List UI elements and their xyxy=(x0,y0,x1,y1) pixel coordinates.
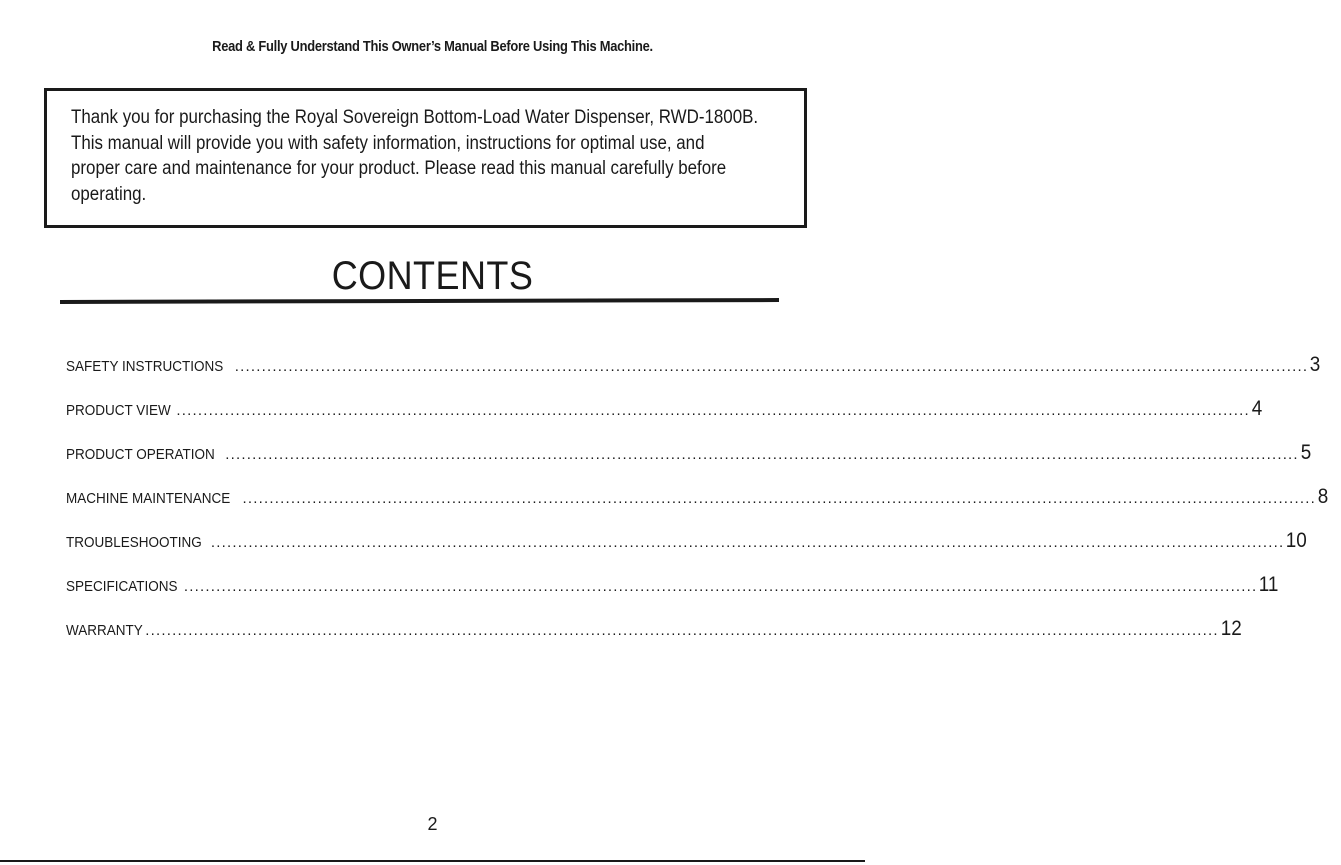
toc-dot-leader: ........................................................................................................................................................................................................ xyxy=(176,402,1250,419)
toc-dot-leader: ........................................................................................................................................................................................................ xyxy=(225,446,1299,463)
toc-item-safety-instructions[interactable] xyxy=(66,333,1321,377)
toc-item-page: 3 xyxy=(1310,353,1321,376)
table-of-contents xyxy=(66,333,1329,641)
toc-item-label: PRODUCT VIEW xyxy=(66,402,171,419)
intro-line: proper care and maintenance for your product. Please read this manual carefully before xyxy=(71,158,727,179)
toc-item-label: PRODUCT OPERATION xyxy=(66,446,215,463)
toc-dot-leader: ........................................................................................................................................................................................................ xyxy=(145,622,1219,639)
owner-manual-notice: Read & Fully Understand This Owner’s Manual Before Using This Machine. xyxy=(212,38,653,55)
intro-line: Thank you for purchasing the Royal Sovereign Bottom-Load Water Dispenser, RWD-1800B. xyxy=(71,107,759,128)
toc-item-machine-maintenance[interactable] xyxy=(66,465,1329,509)
intro-line: operating. xyxy=(71,183,147,205)
toc-dot-leader: ........................................................................................................................................................................................................ xyxy=(210,534,1285,551)
toc-dot-leader: ........................................................................................................................................................................................................ xyxy=(242,490,1317,507)
toc-item-page: 5 xyxy=(1300,441,1312,464)
page-bottom-rule xyxy=(0,860,865,862)
toc-item-label: TROUBLESHOOTING xyxy=(66,534,202,551)
page-number: 2 xyxy=(427,814,438,834)
toc-item-page: 10 xyxy=(1286,529,1308,552)
intro-text xyxy=(71,105,759,207)
toc-item-label: SPECIFICATIONS xyxy=(66,578,178,595)
contents-divider xyxy=(60,298,779,304)
toc-item-product-view[interactable] xyxy=(66,377,1263,421)
intro-box xyxy=(44,88,807,228)
toc-item-page: 8 xyxy=(1317,485,1329,508)
toc-item-specifications[interactable] xyxy=(66,553,1279,597)
intro-line: This manual will provide you with safety information, instructions for optimal use, and xyxy=(71,132,705,154)
contents-title: CONTENTS xyxy=(331,254,534,298)
toc-dot-leader: ........................................................................................................................................................................................................ xyxy=(183,578,1258,595)
toc-item-page: 11 xyxy=(1259,573,1279,596)
toc-item-label: WARRANTY xyxy=(66,622,143,639)
toc-item-page: 12 xyxy=(1220,617,1242,640)
toc-item-troubleshooting[interactable] xyxy=(66,509,1308,553)
toc-item-label: SAFETY INSTRUCTIONS xyxy=(66,358,224,375)
toc-item-label: MACHINE MAINTENANCE xyxy=(66,490,231,507)
toc-item-page: 4 xyxy=(1251,397,1263,420)
toc-item-warranty[interactable] xyxy=(66,597,1242,641)
toc-item-product-operation[interactable] xyxy=(66,421,1312,465)
toc-dot-leader: ........................................................................................................................................................................................................ xyxy=(234,358,1309,375)
